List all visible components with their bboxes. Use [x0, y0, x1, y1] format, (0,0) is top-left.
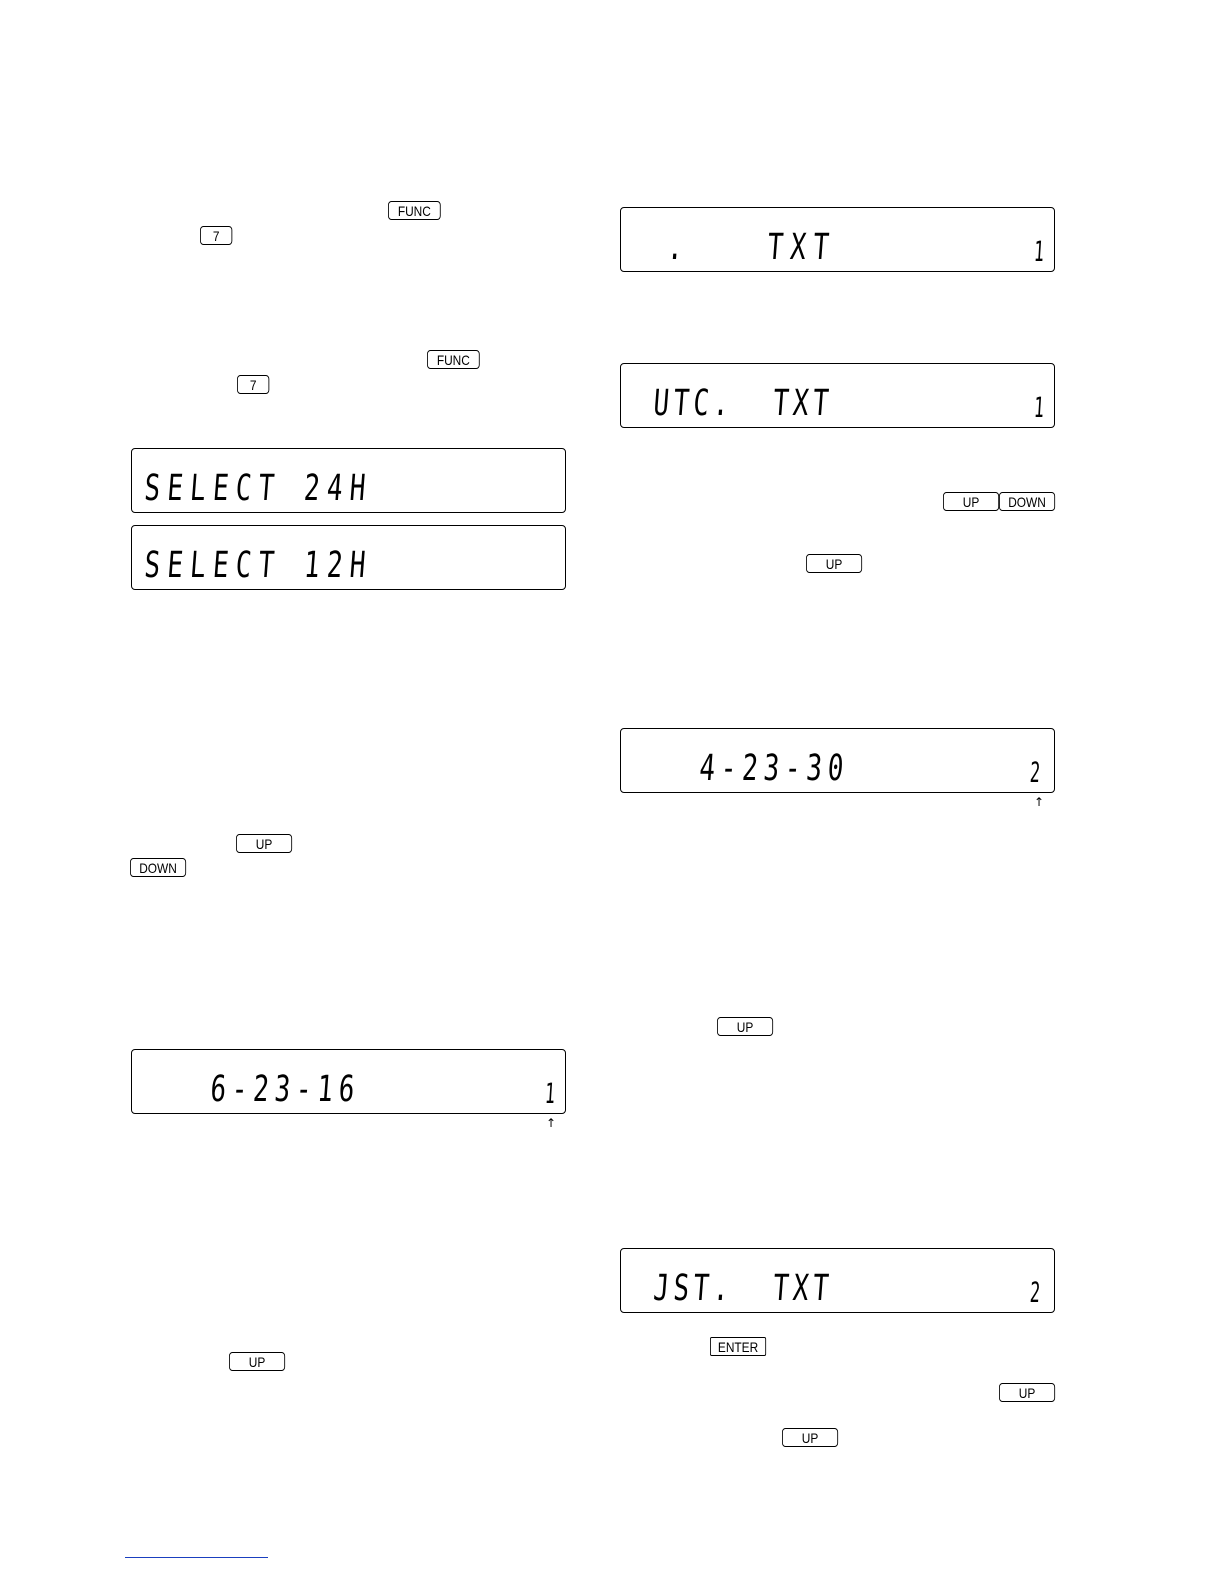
lcd-text: UTC. TXT: [651, 383, 835, 424]
up-key[interactable]: UP: [806, 554, 862, 573]
lcd-display-date-4-23-30: [620, 728, 1055, 793]
lcd-channel-number: 1: [1032, 235, 1046, 268]
lcd-text: JST. TXT: [651, 1268, 835, 1309]
lcd-channel-number: 2: [1028, 1276, 1042, 1309]
lcd-prefix: .: [665, 227, 692, 268]
cursor-arrow-icon: ↑: [1034, 795, 1045, 809]
lcd-display-utc-txt: [620, 363, 1055, 428]
down-key[interactable]: DOWN: [999, 492, 1055, 511]
down-key[interactable]: DOWN: [130, 858, 186, 877]
up-key[interactable]: UP: [999, 1383, 1055, 1402]
up-key[interactable]: UP: [229, 1352, 285, 1371]
enter-key[interactable]: ENTER: [710, 1337, 766, 1356]
up-key[interactable]: UP: [236, 834, 292, 853]
lcd-text: TXT: [765, 227, 838, 268]
up-key[interactable]: UP: [943, 492, 999, 511]
seven-key[interactable]: 7: [237, 375, 269, 394]
lcd-channel-number: 1: [1032, 391, 1046, 424]
func-key[interactable]: FUNC: [388, 201, 441, 220]
footnote-rule: [125, 1557, 268, 1558]
lcd-text: SELECT 12H: [142, 545, 375, 586]
lcd-text: 6-23-16: [208, 1069, 362, 1110]
lcd-channel-number: 2: [1028, 756, 1042, 789]
lcd-text: SELECT 24H: [142, 468, 375, 509]
lcd-display-jst-txt: [620, 1248, 1055, 1313]
lcd-display-select-12h: [131, 525, 566, 590]
cursor-arrow-icon: ↑: [546, 1116, 557, 1130]
lcd-display-date-6-23-16: [131, 1049, 566, 1114]
lcd-channel-number: 1: [543, 1077, 557, 1110]
lcd-text: 4-23-30: [697, 748, 851, 789]
up-key[interactable]: UP: [717, 1017, 773, 1036]
seven-key[interactable]: 7: [200, 226, 232, 245]
lcd-display-blank-txt: [620, 207, 1055, 272]
lcd-display-select-24h: [131, 448, 566, 513]
func-key[interactable]: FUNC: [427, 350, 480, 369]
up-key[interactable]: UP: [782, 1428, 838, 1447]
